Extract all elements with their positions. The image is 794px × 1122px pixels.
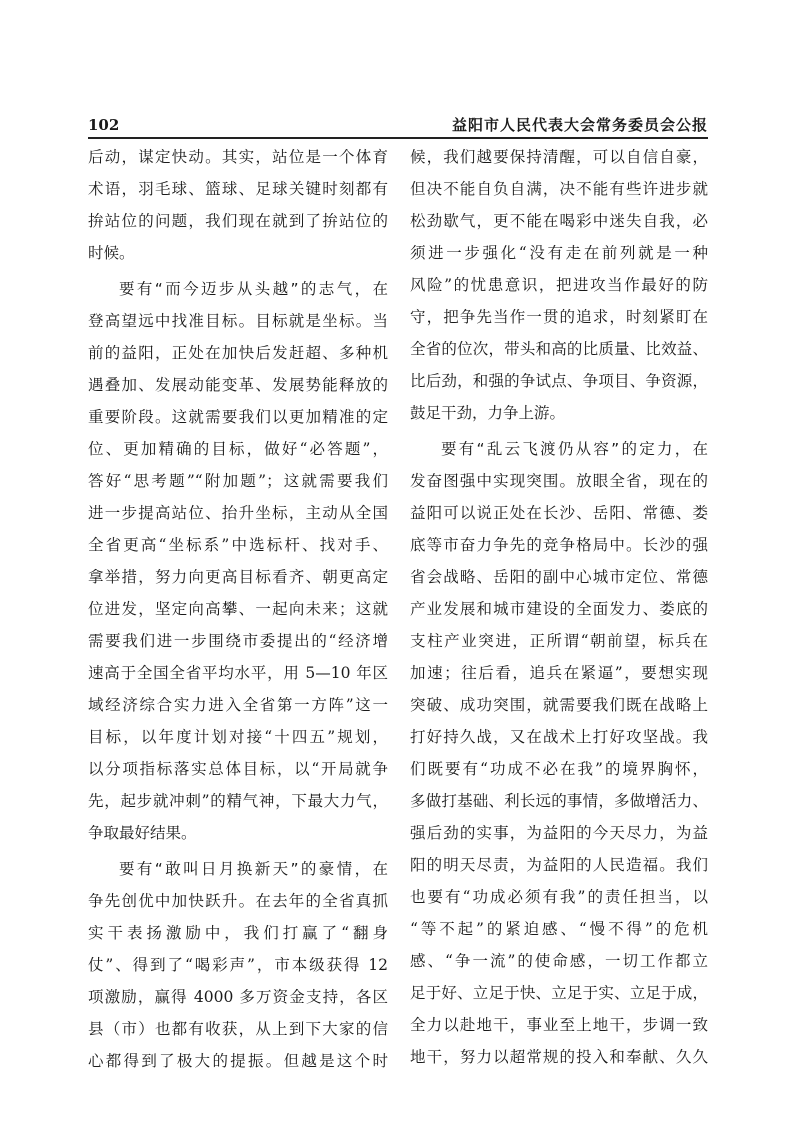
line-text: 前的益阳，正处在加快后发赶超、多种机	[88, 344, 388, 362]
line-text: 时候。	[88, 244, 135, 262]
text-line	[88, 529, 388, 561]
text-line	[410, 945, 708, 977]
line-text: 强后劲的实事，为益阳的今天尽力，为益	[410, 824, 708, 842]
text-line	[410, 141, 708, 173]
text-line	[410, 785, 708, 817]
text-line	[410, 365, 708, 397]
line-text: 速高于全国全省平均水平，用 5—10 年区	[88, 664, 388, 682]
line-text: 比后劲，和强的争试点、争项目、争资源，	[410, 372, 708, 390]
line-text: 全省的位次，带头和高的比质量、比效益、	[410, 340, 708, 358]
line-text: 产业发展和城市建设的全面发力、娄底的	[410, 600, 708, 618]
text-line	[88, 853, 388, 885]
line-text: 放眼全省，现在的	[576, 472, 708, 490]
text-line	[88, 337, 388, 369]
paragraph	[88, 853, 388, 1077]
line-text: 术语，羽毛球、篮球、足球关键时刻都有	[88, 180, 388, 198]
text-line	[88, 205, 388, 237]
line-text: 益阳可以说正处在长沙、岳阳、常德、娄	[410, 504, 708, 522]
line-text: 后动，谋定快动。其实，站位是一个体育	[88, 148, 388, 166]
line-text: 位、更加精确的目标，做好“必答题”，	[88, 440, 388, 458]
text-line	[410, 529, 708, 561]
text-line	[410, 269, 708, 301]
text-line	[410, 721, 708, 753]
line-text: 但决不能自负自满，决不能有些许进步就	[410, 180, 708, 198]
line-text: 全力以赴地干，事业至上地干，步调一致	[410, 1016, 708, 1034]
line-text: 地干，努力以超常规的投入和奉献、久久	[410, 1048, 708, 1066]
text-line	[88, 657, 388, 689]
text-line	[410, 1009, 708, 1041]
lead-sentence: 发奋图强中实现突围。	[410, 472, 577, 490]
text-line	[88, 753, 388, 785]
line-text: 域经济综合实力进入全省第一方阵”这一	[88, 696, 388, 714]
text-line	[410, 561, 708, 593]
text-line	[88, 817, 388, 849]
line-text: 拿举措，努力向更高目标看齐、朝更高定	[88, 568, 388, 586]
text-line	[410, 753, 708, 785]
text-line	[88, 561, 388, 593]
text-line	[410, 433, 708, 465]
right-column	[410, 141, 708, 1073]
line-text: “等不起”的紧迫感、“慢不得”的危机	[410, 920, 708, 938]
line-text: 风险”的忧患意识，把进攻当作最好的防	[410, 276, 708, 294]
line-text: 加速；往后看，追兵在紧逼”，要想实现	[410, 664, 708, 682]
line-text: 目标就是坐标。当	[255, 312, 388, 330]
line-text: 争取最好结果。	[88, 824, 197, 842]
text-line	[88, 625, 388, 657]
text-line	[88, 785, 388, 817]
text-line	[88, 465, 388, 497]
page-number: 102	[88, 116, 120, 134]
lead-sentence: 要有“乱云飞渡仍从容”的定力，在	[441, 440, 708, 458]
line-text: 们既要有“功成不必在我”的境界胸怀，	[410, 760, 708, 778]
line-text: 需要我们进一步围绕市委提出的“经济增	[88, 632, 388, 650]
text-line	[88, 885, 388, 917]
text-line	[88, 981, 388, 1013]
line-text: 鼓足干劲，力争上游。	[410, 404, 566, 422]
text-line	[410, 173, 708, 205]
line-text: 松劲歇气，更不能在喝彩中迷失自我，必	[410, 212, 708, 230]
paragraph	[88, 273, 388, 849]
text-line	[410, 977, 708, 1009]
left-column	[88, 141, 388, 1077]
line-text: 突破、成功突围，就需要我们既在战略上	[410, 696, 708, 714]
text-line	[88, 593, 388, 625]
line-text: 答好“思考题”“附加题”；这就需要我们	[88, 472, 388, 490]
text-line	[410, 657, 708, 689]
lead-sentence: 争先创优中加快跃升。	[88, 892, 256, 910]
line-text: 县（市）也都有收获，从上到下大家的信	[88, 1020, 388, 1038]
text-line	[88, 141, 388, 173]
publication-title: 益阳市人民代表大会常务委员会公报	[451, 116, 708, 134]
text-line	[410, 465, 708, 497]
line-text: 拚站位的问题，我们现在就到了拚站位的	[88, 212, 388, 230]
text-line	[88, 369, 388, 401]
line-text: 心都得到了极大的提振。但越是这个时	[88, 1052, 388, 1070]
line-text: 打好持久战，又在战术上打好攻坚战。我	[410, 728, 708, 746]
text-line	[88, 273, 388, 305]
line-text: 底等市奋力争先的竞争格局中。长沙的强	[410, 536, 708, 554]
line-text: 感、“争一流”的使命感，一切工作都立	[410, 952, 708, 970]
text-line	[410, 397, 708, 429]
lead-sentence: 要有“而今迈步从头越”的志气，在	[119, 280, 388, 298]
text-line	[410, 913, 708, 945]
line-text: 项激励，赢得 4000 多万资金支持，各区	[88, 988, 388, 1006]
text-line	[88, 917, 388, 949]
running-header	[88, 115, 708, 135]
text-line	[410, 301, 708, 333]
text-line	[410, 817, 708, 849]
text-line	[410, 593, 708, 625]
line-text: 重要阶段。这就需要我们以更加精准的定	[88, 408, 388, 426]
text-line	[88, 497, 388, 529]
text-line	[410, 689, 708, 721]
text-line	[88, 1045, 388, 1077]
line-text: 阳的明天尽责，为益阳的人民造福。我们	[410, 856, 708, 874]
text-line	[88, 949, 388, 981]
line-text: 支柱产业突进，正所谓“朝前望，标兵在	[410, 632, 708, 650]
header-rule	[88, 137, 708, 139]
text-line	[88, 689, 388, 721]
text-line	[88, 401, 388, 433]
line-text: 仗”、得到了“喝彩声”，市本级获得 12	[88, 956, 388, 974]
text-line	[410, 205, 708, 237]
text-line	[410, 497, 708, 529]
text-line	[410, 625, 708, 657]
text-line	[410, 881, 708, 913]
lead-sentence: 要有“敢叫日月换新天”的豪情，在	[119, 860, 388, 878]
line-text: 先，起步就冲刺”的精气神，下最大力气，	[88, 792, 388, 810]
line-text: 守，把争先当作一贯的追求，时刻紧盯在	[410, 308, 708, 326]
line-text: 进一步提高站位、抬升坐标，主动从全国	[88, 504, 388, 522]
text-line	[410, 333, 708, 365]
text-line	[88, 305, 388, 337]
line-text: 以分项指标落实总体目标，以“开局就争	[88, 760, 388, 778]
text-line	[410, 237, 708, 269]
line-text: 位进发，坚定向高攀、一起向未来；这就	[88, 600, 388, 618]
paragraph	[88, 141, 388, 269]
text-line	[88, 1013, 388, 1045]
line-text: 须进一步强化“没有走在前列就是一种	[410, 244, 708, 262]
line-text: 候，我们越要保持清醒，可以自信自豪，	[410, 148, 708, 166]
text-line	[88, 433, 388, 465]
text-line	[88, 721, 388, 753]
text-line	[410, 1041, 708, 1073]
line-text: 足于好、立足于快、立足于实、立足于成，	[410, 984, 708, 1002]
text-line	[410, 849, 708, 881]
line-text: 多做打基础、利长远的事情，多做增活力、	[410, 792, 708, 810]
paragraph	[410, 433, 708, 1073]
text-line	[88, 237, 388, 269]
text-line	[88, 173, 388, 205]
line-text: 遇叠加、发展动能变革、发展势能释放的	[88, 376, 388, 394]
paragraph	[410, 141, 708, 429]
line-text: 全省更高“坐标系”中选标杆、找对手、	[88, 536, 388, 554]
line-text: 省会战略、岳阳的副中心城市定位、常德	[410, 568, 708, 586]
line-text: 也要有“功成必须有我”的责任担当，以	[410, 888, 708, 906]
line-text: 目标，以年度计划对接“十四五”规划，	[88, 728, 388, 746]
line-text: 实干表扬激励中，我们打赢了“翻身	[88, 924, 388, 942]
line-text: 在去年的全省真抓	[255, 892, 388, 910]
lead-sentence: 登高望远中找准目标。	[88, 312, 256, 330]
